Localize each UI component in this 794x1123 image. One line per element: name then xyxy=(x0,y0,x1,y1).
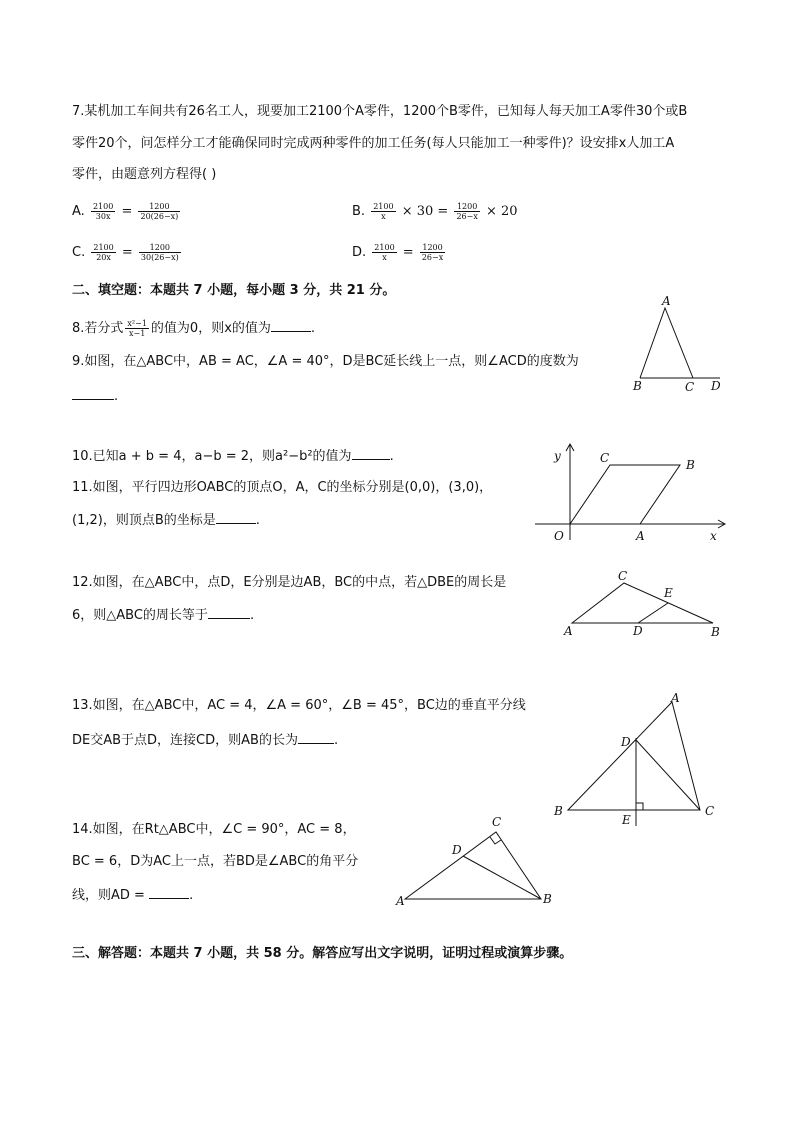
q7-d-frac1: $\frac{2100}{x}$ xyxy=(374,243,395,262)
fig14-label-a: A xyxy=(396,894,405,908)
fig14-label-d: D xyxy=(452,843,462,857)
figure-q12 xyxy=(560,565,730,640)
fig13-label-b: B xyxy=(554,804,563,818)
fig11-label-y: y xyxy=(554,449,561,463)
fig11-label-b: B xyxy=(686,458,695,472)
q7-c-frac2: $\frac{1200}{30(26-x)}$ xyxy=(140,243,179,262)
q7-line2: 零件20个，问怎样分工才能确保同时完成两种零件的加工任务(每人只能加工一种零件)？设安排x人加工A xyxy=(72,136,675,151)
fig14-label-c: C xyxy=(492,815,502,829)
q9-line1: 9.如图，在△ABC中，AB = AC，∠A = 40°，D是BC延长线上一点，则∠ACD的度数为 xyxy=(72,354,579,369)
q9-answer-blank[interactable] xyxy=(72,386,114,400)
q8-answer-blank[interactable] xyxy=(271,318,311,332)
fig12-label-d: D xyxy=(633,624,643,638)
q7-option-c[interactable]: C. $\frac{2100}{20x}$ = $\frac{1200}{30(26-x)}$ xyxy=(72,243,179,262)
fig12-label-b: B xyxy=(711,625,720,639)
q12-line2: 6，则△ABC的周长等于 . xyxy=(72,605,254,625)
fig12-label-a: A xyxy=(564,624,573,638)
section2-heading: 二、填空题：本题共 7 小题，每小题 3 分，共 21 分。 xyxy=(72,283,396,298)
q7-d-frac2: $\frac{1200}{26-x}$ xyxy=(421,243,444,262)
fig9-label-d: D xyxy=(711,379,721,393)
q7-b-frac2: $\frac{1200}{26-x}$ xyxy=(456,202,478,221)
q7-b-frac1: $\frac{2100}{x}$ xyxy=(373,202,394,221)
section3-heading: 三、解答题：本题共 7 小题，共 58 分。解答应写出文字说明，证明过程或演算步骤。 xyxy=(72,946,573,961)
figure-q11 xyxy=(530,440,730,545)
q7-option-a[interactable]: A. $\frac{2100}{30x}$ = $\frac{1200}{20(26-x)}$ xyxy=(72,202,179,221)
q12-line1: 12.如图，在△ABC中，点D，E分别是边AB，BC的中点，若△DBE的周长是 xyxy=(72,575,507,590)
fig14-label-b: B xyxy=(543,892,552,906)
figure-q9 xyxy=(625,290,725,396)
q9-line2: . xyxy=(72,386,118,406)
q14-answer-blank[interactable] xyxy=(149,885,189,899)
fig9-label-b: B xyxy=(633,379,642,393)
q7-option-d[interactable]: D. $\frac{2100}{x}$ = $\frac{1200}{26-x}$ xyxy=(352,243,444,262)
q8: 8.若分式 $\frac{\text{x²−1}}{x-1}$ 的值为0，则x的值为 . xyxy=(72,319,316,338)
q13-line1: 13.如图，在△ABC中，AC = 4，∠A = 60°，∠B = 45°，BC边的垂直平分线 xyxy=(72,698,526,713)
q10: 10.已知a + b = 4，a−b = 2，则a²−b²的值为 . xyxy=(72,446,394,466)
q14-line3: 线，则AD = . xyxy=(72,885,193,905)
q14-line1: 14.如图，在Rt△ABC中，∠C = 90°，AC = 8， xyxy=(72,822,356,837)
q7-a-frac2: $\frac{1200}{20(26-x)}$ xyxy=(140,202,179,221)
q10-answer-blank[interactable] xyxy=(352,446,390,460)
fig13-label-e: E xyxy=(622,813,631,827)
q12-answer-blank[interactable] xyxy=(208,605,250,619)
fig12-label-e: E xyxy=(664,586,673,600)
q7-c-frac1: $\frac{2100}{20x}$ xyxy=(93,243,114,262)
fig11-label-c: C xyxy=(600,451,610,465)
q7-option-b[interactable]: B. $\frac{2100}{x}$ × 30 = $\frac{1200}{26-x}$ × 20 xyxy=(352,202,518,221)
q11-answer-blank[interactable] xyxy=(216,510,256,524)
q13-line2: DE交AB于点D，连接CD，则AB的长为 . xyxy=(72,730,338,750)
fig13-label-d: D xyxy=(621,735,631,749)
q13-answer-blank[interactable] xyxy=(298,730,334,744)
fig12-label-c: C xyxy=(618,569,628,583)
q7-a-frac1: $\frac{2100}{30x}$ xyxy=(92,202,114,221)
q8-fraction: $\frac{\text{x²−1}}{x-1}$ xyxy=(127,319,147,338)
fig13-label-c: C xyxy=(705,804,715,818)
q7-line3: 零件，由题意列方程得( ) xyxy=(72,167,217,182)
q7-line1: 7.某机加工车间共有26名工人，现要加工2100个A零件，1200个B零件，已知每人每天加工A零件30个或B xyxy=(72,104,688,119)
fig9-label-a: A xyxy=(662,294,671,308)
fig13-label-a: A xyxy=(671,691,680,705)
figure-q14 xyxy=(390,810,560,910)
fig9-label-c: C xyxy=(685,380,695,394)
q14-line2: BC = 6，D为AC上一点，若BD是∠ABC的角平分 xyxy=(72,854,359,869)
fig11-label-o: O xyxy=(554,529,564,543)
fig11-label-a: A xyxy=(636,529,645,543)
q11-line1: 11.如图，平行四边形OABC的顶点O，A，C的坐标分别是(0,0)，(3,0)， xyxy=(72,480,493,495)
q11-line2: (1,2)，则顶点B的坐标是 . xyxy=(72,510,260,530)
fig11-label-x: x xyxy=(710,529,717,543)
figure-q13 xyxy=(550,690,730,830)
